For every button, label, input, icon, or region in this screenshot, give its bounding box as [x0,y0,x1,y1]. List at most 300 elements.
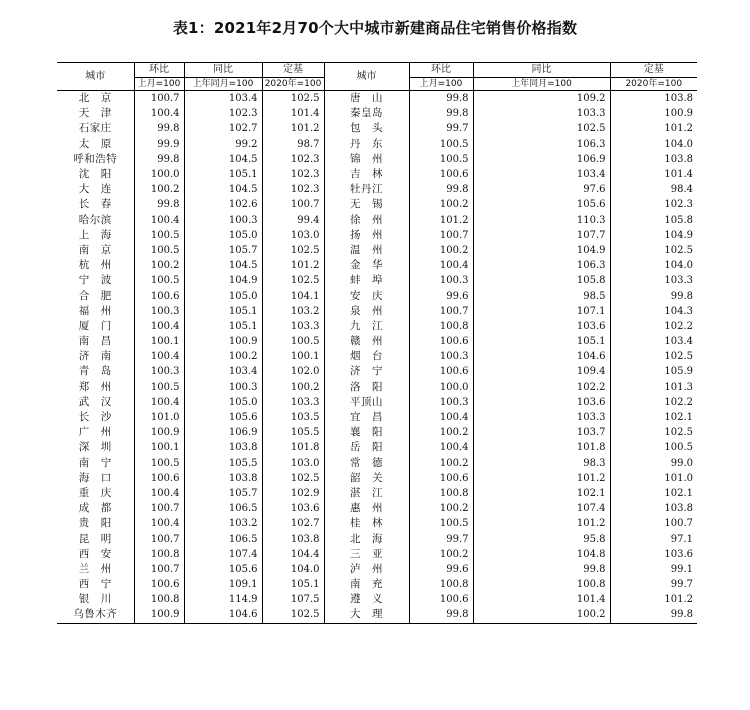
mom-value: 100.5 [134,273,184,288]
mom-value: 100.4 [134,486,184,501]
mom-value: 100.3 [134,364,184,379]
table-row [57,425,697,440]
yoy-value: 102.5 [473,121,610,136]
table-row [57,167,697,182]
yoy-value: 98.3 [473,456,610,471]
city-name: 武 汉 [78,395,112,408]
table-row [57,197,697,212]
mom-value: 100.2 [134,182,184,197]
mom-value: 100.3 [134,304,184,319]
city-name: 呼和浩特 [73,152,118,165]
city-name: 蚌 埠 [324,273,409,288]
fixed-value: 99.8 [610,607,697,623]
yoy-value: 103.3 [473,410,610,425]
fixed-value: 100.1 [262,349,324,364]
yoy-base-2: 上年同月=100 [473,78,610,91]
yoy-value: 107.4 [473,501,610,516]
city-name: 平顶山 [324,395,409,410]
mom-value: 100.9 [134,425,184,440]
mom-value: 100.0 [409,380,473,395]
mom-value: 99.8 [409,607,473,623]
fixed-header-2: 定基 [610,63,697,78]
yoy-value: 109.2 [473,91,610,107]
fixed-value: 104.1 [262,288,324,303]
yoy-value: 105.0 [184,395,262,410]
mom-value: 100.6 [409,364,473,379]
fixed-value: 102.2 [610,395,697,410]
fixed-value: 102.5 [262,471,324,486]
mom-value: 100.3 [409,395,473,410]
city-name: 乌鲁木齐 [57,607,134,623]
yoy-value: 105.7 [184,243,262,258]
table-row [57,334,697,349]
fixed-value: 103.8 [262,531,324,546]
mom-value: 100.6 [409,471,473,486]
city-name: 温 州 [324,243,409,258]
fixed-value: 99.4 [262,213,324,228]
yoy-value: 103.6 [473,319,610,334]
yoy-value: 114.9 [184,592,262,607]
mom-value: 100.7 [134,501,184,516]
fixed-value: 100.5 [610,440,697,455]
fixed-value: 103.2 [262,304,324,319]
city-name: 大 理 [324,607,409,623]
table-row [57,228,697,243]
city-name: 太 原 [78,137,112,150]
yoy-value: 106.9 [184,425,262,440]
yoy-value: 98.5 [473,288,610,303]
fixed-value: 101.2 [610,121,697,136]
fixed-value: 102.5 [262,607,324,623]
city-name: 赣 州 [324,334,409,349]
fixed-value: 100.5 [262,334,324,349]
city-name: 扬 州 [324,228,409,243]
yoy-value: 102.3 [184,106,262,121]
mom-value: 100.4 [409,258,473,273]
fixed-value: 104.9 [610,228,697,243]
yoy-value: 100.8 [473,577,610,592]
yoy-value: 101.2 [473,471,610,486]
city-name: 岳 阳 [324,440,409,455]
table-row [57,364,697,379]
yoy-value: 103.7 [473,425,610,440]
mom-value: 100.4 [134,395,184,410]
yoy-value: 103.8 [184,440,262,455]
mom-value: 100.3 [409,273,473,288]
city-name: 哈尔滨 [78,213,112,226]
mom-value: 100.5 [134,380,184,395]
fixed-value: 101.0 [610,471,697,486]
mom-value: 100.5 [134,243,184,258]
fixed-value: 101.4 [610,167,697,182]
fixed-value: 102.1 [610,410,697,425]
fixed-header: 定基 [262,63,324,78]
mom-value: 100.8 [409,319,473,334]
mom-value: 100.6 [134,471,184,486]
mom-value: 101.2 [409,213,473,228]
fixed-value: 102.1 [610,486,697,501]
yoy-value: 99.8 [473,562,610,577]
fixed-value: 99.7 [610,577,697,592]
city-name: 徐 州 [324,213,409,228]
city-name: 昆 明 [78,532,112,545]
mom-value: 100.6 [134,288,184,303]
yoy-value: 109.1 [184,577,262,592]
fixed-value: 103.3 [610,273,697,288]
mom-value: 100.1 [134,334,184,349]
city-name: 泉 州 [324,304,409,319]
city-name: 青 岛 [78,365,112,378]
city-name: 福 州 [78,304,112,317]
fixed-value: 103.8 [610,91,697,107]
header-row [57,63,697,78]
yoy-value: 103.3 [473,106,610,121]
mom-value: 100.7 [134,562,184,577]
fixed-value: 101.8 [262,440,324,455]
city-name: 北 京 [78,92,112,105]
yoy-value: 103.8 [184,471,262,486]
yoy-value: 100.9 [184,334,262,349]
mom-value: 100.5 [134,228,184,243]
yoy-value: 102.2 [473,380,610,395]
mom-value: 100.8 [409,577,473,592]
fixed-value: 100.2 [262,380,324,395]
fixed-value: 101.2 [262,121,324,136]
city-name: 长 沙 [78,411,112,424]
city-name: 上 海 [78,228,112,241]
yoy-value: 104.5 [184,182,262,197]
city-name: 南 宁 [78,456,112,469]
fixed-value: 102.3 [262,167,324,182]
yoy-value: 104.6 [473,349,610,364]
yoy-value: 106.9 [473,152,610,167]
fixed-value: 102.5 [610,349,697,364]
fixed-value: 105.1 [262,577,324,592]
page-title: 表1：2021年2月70个大中城市新建商品住宅销售价格指数 [172,19,578,37]
yoy-value: 104.9 [473,243,610,258]
table-row [57,410,697,425]
yoy-value: 101.2 [473,516,610,531]
city-name: 重 庆 [78,486,112,499]
yoy-value: 107.4 [184,547,262,562]
table-row [57,304,697,319]
mom-value: 100.8 [409,486,473,501]
yoy-value: 104.5 [184,152,262,167]
yoy-value: 105.1 [184,167,262,182]
city-name: 西 宁 [78,578,112,591]
table-row [57,592,697,607]
fixed-value: 102.5 [262,273,324,288]
mom-value: 99.7 [409,121,473,136]
fixed-value: 103.0 [262,228,324,243]
price-index-table [57,62,697,624]
city-header: 城市 [57,63,134,91]
yoy-value: 102.6 [184,197,262,212]
mom-value: 100.8 [134,547,184,562]
city-name: 桂 林 [324,516,409,531]
fixed-value: 102.7 [262,516,324,531]
yoy-value: 106.5 [184,501,262,516]
city-name: 银 川 [78,593,112,606]
fixed-value: 105.8 [610,213,697,228]
fixed-value: 100.7 [610,516,697,531]
mom-value: 99.8 [409,106,473,121]
mom-value: 100.4 [409,410,473,425]
mom-value: 100.6 [409,592,473,607]
table-row [57,380,697,395]
yoy-value: 104.9 [184,273,262,288]
yoy-value: 105.6 [184,410,262,425]
mom-value: 99.9 [134,137,184,152]
mom-value: 100.2 [409,501,473,516]
table-row [57,516,697,531]
yoy-value: 103.4 [184,364,262,379]
city-name: 天 津 [78,107,112,120]
table-row [57,152,697,167]
city-name: 泸 州 [324,562,409,577]
fixed-value: 102.9 [262,486,324,501]
city-name: 沈 阳 [78,168,112,181]
mom-value: 100.2 [409,456,473,471]
yoy-value: 105.0 [184,228,262,243]
fixed-value: 100.7 [262,197,324,212]
table-row [57,91,697,107]
mom-value: 100.7 [134,531,184,546]
yoy-value: 102.7 [184,121,262,136]
fixed-value: 102.3 [262,152,324,167]
mom-value: 99.8 [134,121,184,136]
table-row [57,182,697,197]
yoy-value: 104.5 [184,258,262,273]
yoy-header-2: 同比 [473,63,610,78]
mom-value: 100.4 [134,213,184,228]
fixed-value: 104.0 [262,562,324,577]
yoy-value: 107.7 [473,228,610,243]
city-name: 广 州 [78,426,112,439]
yoy-value: 104.8 [473,547,610,562]
mom-value: 100.5 [134,456,184,471]
city-name: 合 肥 [78,289,112,302]
city-name: 吉 林 [324,167,409,182]
city-name: 南 充 [324,577,409,592]
mom-value: 99.8 [134,197,184,212]
mom-value: 100.7 [409,228,473,243]
city-name: 长 春 [78,198,112,211]
fixed-base-2: 2020年=100 [610,78,697,91]
table-row [57,395,697,410]
fixed-value: 105.9 [610,364,697,379]
mom-value: 100.2 [409,197,473,212]
city-name: 遵 义 [324,592,409,607]
yoy-value: 110.3 [473,213,610,228]
fixed-value: 103.4 [610,334,697,349]
table-row [57,106,697,121]
yoy-value: 105.8 [473,273,610,288]
table-row [57,258,697,273]
fixed-value: 102.5 [262,91,324,107]
table-row [57,471,697,486]
table-row [57,547,697,562]
city-name: 安 庆 [324,288,409,303]
mom-header-2: 环比 [409,63,473,78]
fixed-value: 101.2 [262,258,324,273]
table-row [57,440,697,455]
mom-value: 100.5 [409,516,473,531]
fixed-value: 103.3 [262,319,324,334]
mom-value: 99.6 [409,288,473,303]
mom-value: 99.7 [409,531,473,546]
fixed-value: 103.6 [610,547,697,562]
fixed-value: 99.8 [610,288,697,303]
fixed-value: 104.0 [610,258,697,273]
city-name: 秦皇岛 [324,106,409,121]
mom-value: 100.0 [134,167,184,182]
city-name: 洛 阳 [324,380,409,395]
city-name: 海 口 [78,471,112,484]
mom-value: 99.8 [409,182,473,197]
fixed-value: 102.3 [262,182,324,197]
yoy-value: 103.6 [473,395,610,410]
city-name: 深 圳 [78,441,112,454]
yoy-value: 101.8 [473,440,610,455]
mom-value: 100.4 [134,106,184,121]
table-row [57,349,697,364]
city-name: 杭 州 [78,259,112,272]
yoy-value: 100.2 [184,349,262,364]
table-row [57,501,697,516]
mom-value: 100.4 [134,349,184,364]
city-name: 济 南 [78,350,112,363]
mom-value: 100.8 [134,592,184,607]
fixed-value: 100.9 [610,106,697,121]
yoy-value: 106.3 [473,258,610,273]
fixed-value: 97.1 [610,531,697,546]
fixed-value: 103.5 [262,410,324,425]
yoy-value: 105.1 [184,304,262,319]
fixed-value: 101.2 [610,592,697,607]
fixed-value: 101.3 [610,380,697,395]
city-name: 惠 州 [324,501,409,516]
yoy-value: 103.2 [184,516,262,531]
city-name: 兰 州 [78,562,112,575]
fixed-value: 103.6 [262,501,324,516]
city-name: 湛 江 [324,486,409,501]
city-name: 锦 州 [324,152,409,167]
fixed-value: 99.0 [610,456,697,471]
city-name: 大 连 [78,183,112,196]
yoy-value: 105.6 [184,562,262,577]
city-name: 包 头 [324,121,409,136]
yoy-value: 105.7 [184,486,262,501]
table-row [57,607,697,623]
table-row [57,319,697,334]
mom-value: 99.8 [134,152,184,167]
fixed-value: 98.4 [610,182,697,197]
city-name: 郑 州 [78,380,112,393]
table-row [57,531,697,546]
yoy-value: 104.6 [184,607,262,623]
fixed-value: 107.5 [262,592,324,607]
yoy-value: 105.0 [184,288,262,303]
city-name: 西 安 [78,547,112,560]
table-row [57,137,697,152]
mom-value: 100.3 [409,349,473,364]
mom-value: 100.5 [409,137,473,152]
yoy-value: 99.2 [184,137,262,152]
fixed-value: 102.2 [610,319,697,334]
yoy-value: 100.3 [184,380,262,395]
table-row [57,288,697,303]
fixed-value: 98.7 [262,137,324,152]
city-name: 烟 台 [324,349,409,364]
fixed-value: 99.1 [610,562,697,577]
mom-base-2: 上月=100 [409,78,473,91]
mom-header: 环比 [134,63,184,78]
yoy-value: 103.4 [473,167,610,182]
mom-value: 100.4 [409,440,473,455]
city-name: 金 华 [324,258,409,273]
fixed-value: 105.5 [262,425,324,440]
yoy-value: 105.1 [473,334,610,349]
mom-base: 上月=100 [134,78,184,91]
city-name: 牡丹江 [324,182,409,197]
mom-value: 100.2 [409,243,473,258]
mom-value: 100.6 [409,167,473,182]
fixed-value: 102.5 [262,243,324,258]
city-name: 宜 昌 [324,410,409,425]
fixed-value: 102.5 [610,425,697,440]
fixed-value: 102.0 [262,364,324,379]
table-row [57,243,697,258]
city-header-2: 城市 [324,63,409,91]
mom-value: 100.6 [134,577,184,592]
fixed-value: 104.4 [262,547,324,562]
city-name: 贵 阳 [78,517,112,530]
city-name: 宁 波 [78,274,112,287]
fixed-value: 104.0 [610,137,697,152]
table-row [57,121,697,136]
mom-value: 100.2 [409,547,473,562]
yoy-value: 102.1 [473,486,610,501]
mom-value: 100.4 [134,516,184,531]
fixed-value: 102.5 [610,243,697,258]
city-name: 济 宁 [324,364,409,379]
yoy-value: 105.5 [184,456,262,471]
fixed-value: 103.3 [262,395,324,410]
table-row [57,486,697,501]
mom-value: 100.4 [134,319,184,334]
fixed-value: 104.3 [610,304,697,319]
yoy-value: 106.3 [473,137,610,152]
city-name: 无 锡 [324,197,409,212]
city-name: 南 昌 [78,335,112,348]
yoy-value: 95.8 [473,531,610,546]
table-row [57,562,697,577]
city-name: 韶 关 [324,471,409,486]
table-row [57,213,697,228]
city-name: 石家庄 [78,122,112,135]
yoy-value: 106.5 [184,531,262,546]
mom-value: 100.7 [134,91,184,107]
fixed-value: 103.8 [610,501,697,516]
city-name: 襄 阳 [324,425,409,440]
yoy-value: 101.4 [473,592,610,607]
yoy-value: 105.6 [473,197,610,212]
mom-value: 100.1 [134,440,184,455]
table-row [57,456,697,471]
mom-value: 100.6 [409,334,473,349]
city-name: 丹 东 [324,137,409,152]
